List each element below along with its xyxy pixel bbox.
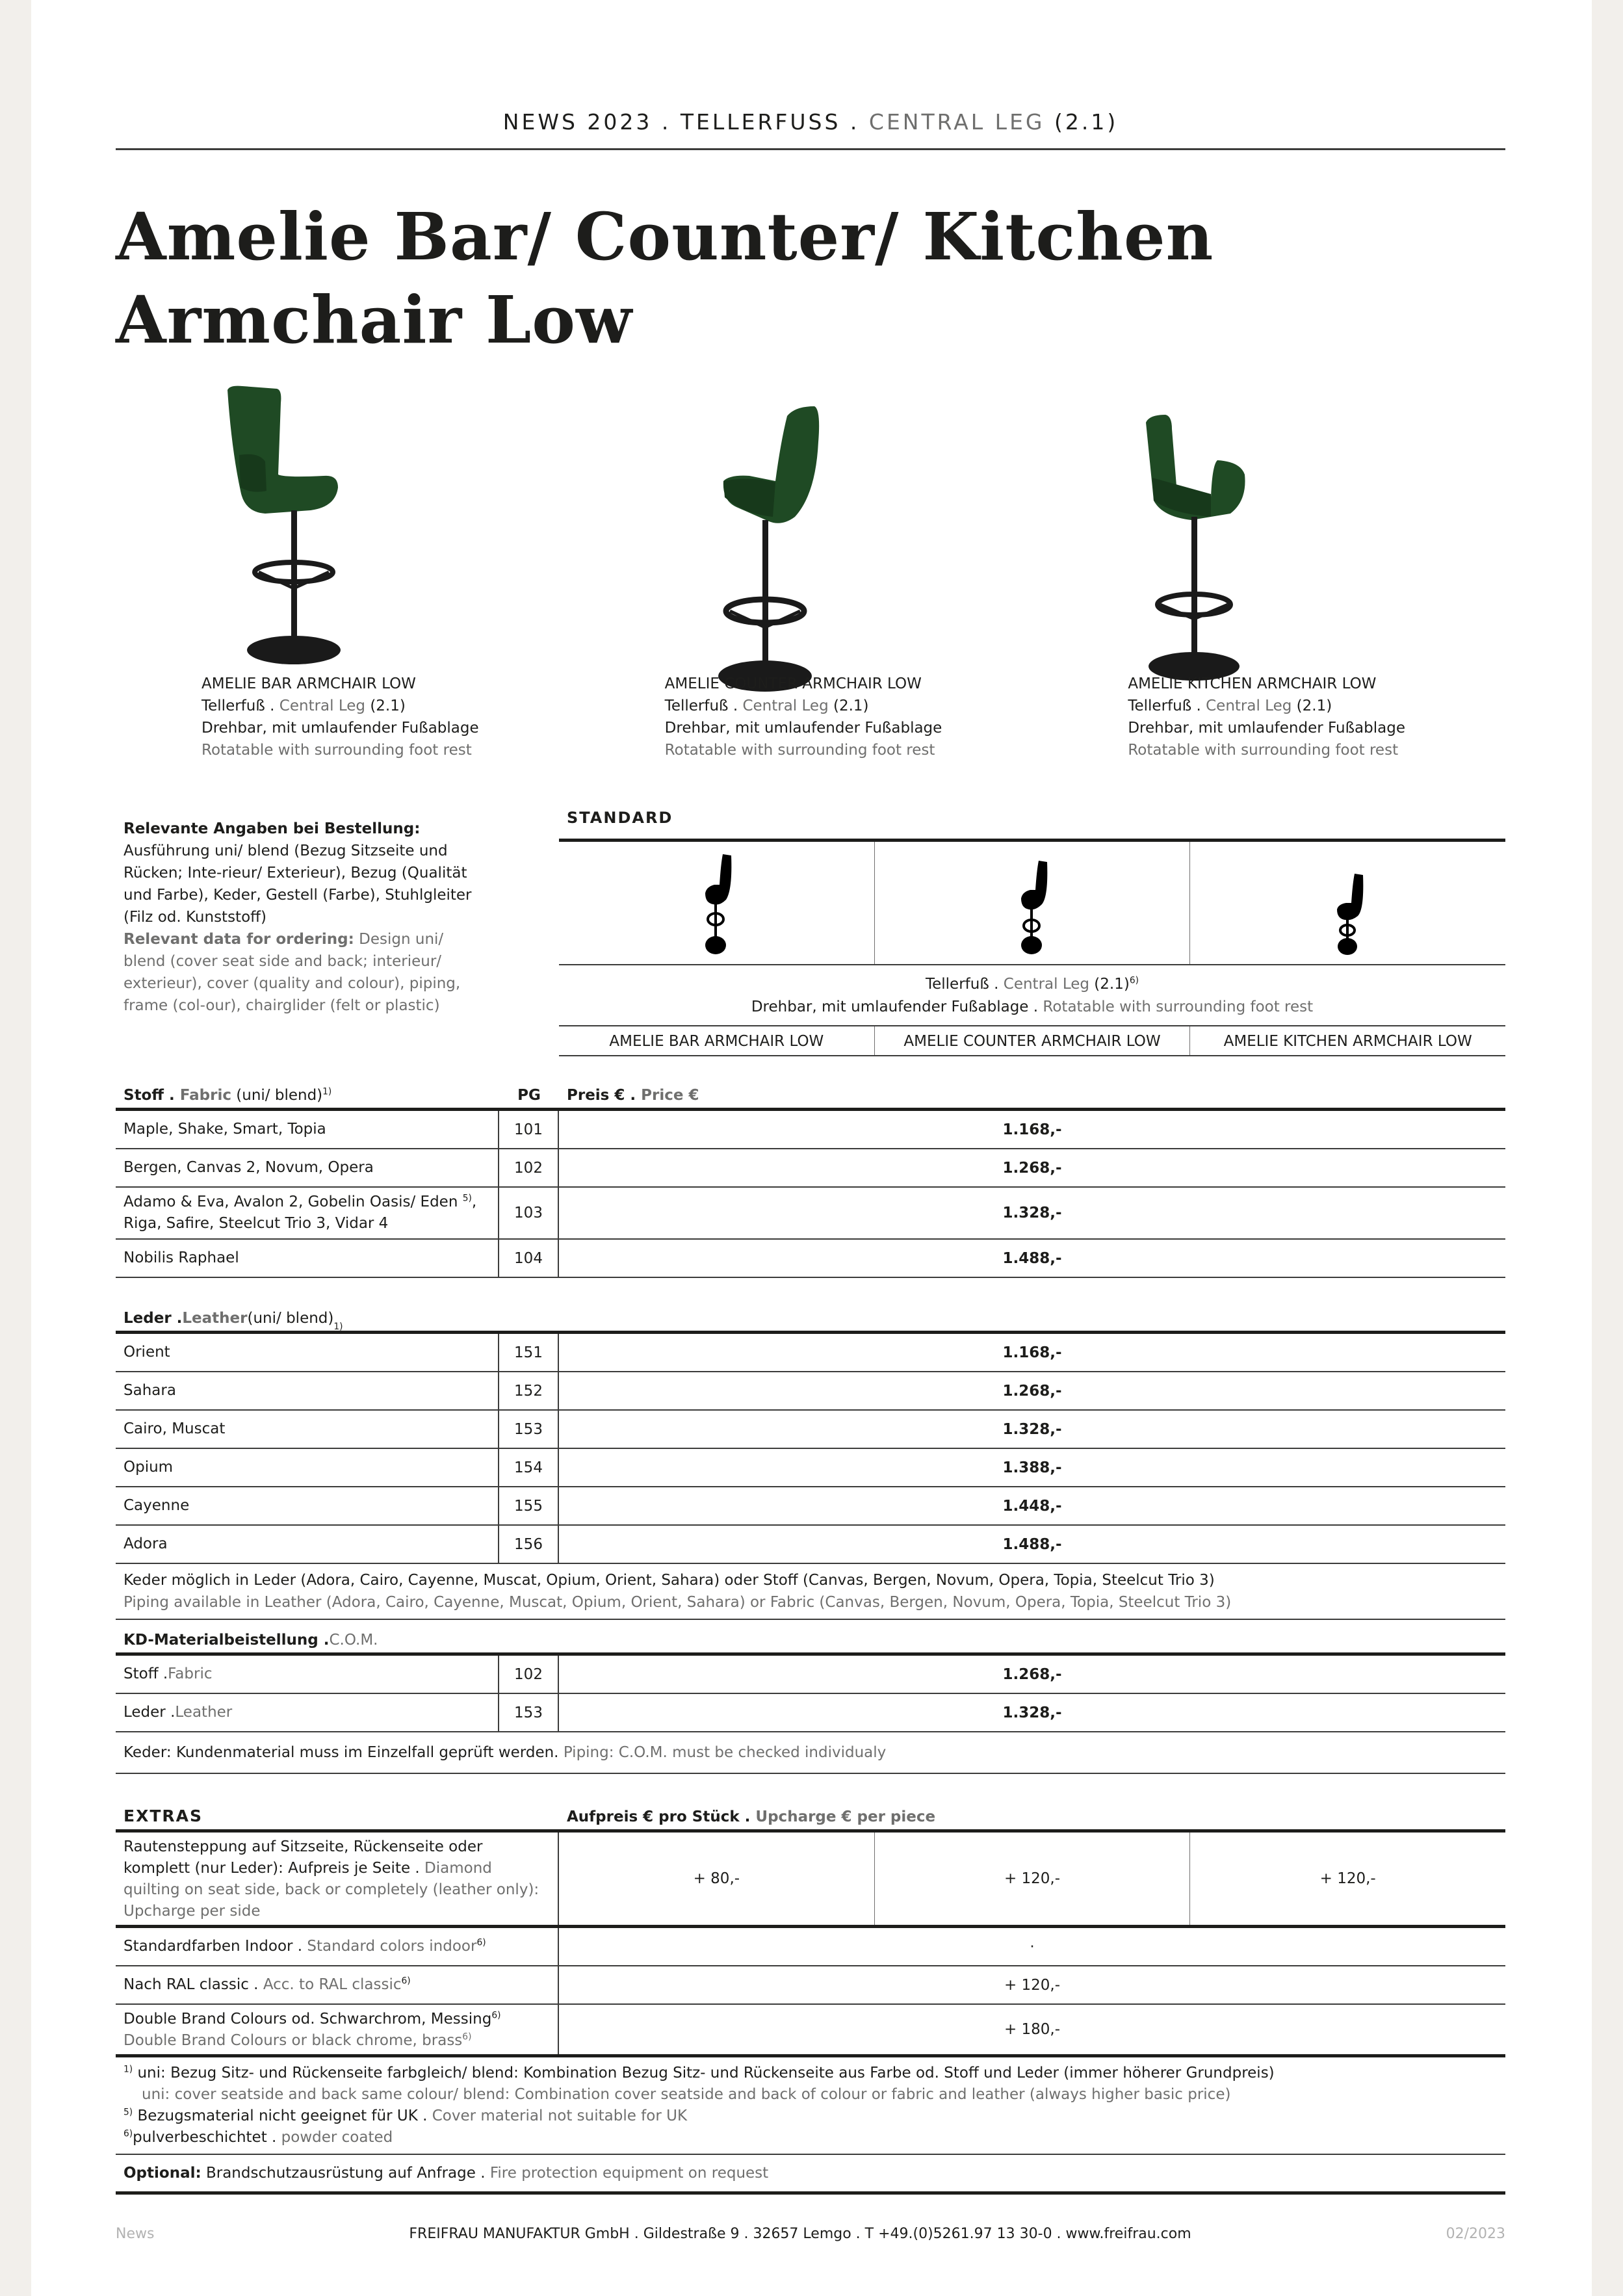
product-feature-de: Drehbar, mit umlaufender Fußablage — [1128, 720, 1405, 737]
page-title — [116, 195, 1505, 361]
extras-row: Standardfarben Indoor . Standard colors indoor$^{6)}$ · — [116, 1928, 1505, 1966]
ordering-info — [123, 818, 487, 1017]
table-row: Maple, Shake, Smart, Topia 101 1.168,- — [116, 1111, 1505, 1149]
counter-armchair-silhouette-icon — [1003, 851, 1061, 955]
leather-price-table — [116, 1303, 1505, 1620]
title-line-1: Amelie Bar/ Counter/ Kitchen — [116, 198, 1214, 275]
model-name: AMELIE COUNTER ARMCHAIR LOW — [875, 1026, 1191, 1055]
footer-section: News — [116, 2226, 155, 2242]
product-gallery — [116, 377, 1505, 767]
bar-armchair-silhouette-icon — [687, 851, 746, 955]
running-head — [116, 109, 1505, 135]
order-label-de: Relevante Angaben bei Bestellung: — [123, 820, 421, 837]
model-name: AMELIE BAR ARMCHAIR LOW — [559, 1026, 875, 1055]
order-text-de: Ausführung uni/ blend (Bezug Sitzseite und Rücken; Inte-rieur/ Exterieur), Bezug (Qualität und Farbe), Keder, Gestell (Farbe), Stuhlgleiter (Filz od. Kunststoff) — [123, 842, 472, 926]
product-feature-en: Rotatable with surrounding foot rest — [664, 742, 935, 759]
order-text-en: Design uni/ blend (cover seat side and back; interieur/ exterieur), cover (quality and colour), piping, frame (col-our), chairglider (felt or plastic) — [123, 931, 461, 1014]
footer-company: FREIFRAU MANUFAKTUR GmbH . Gildestraße 9 . 32657 Lemgo . T +49.(0)5261.97 13 30-0 . www.freifrau.com — [409, 2226, 1191, 2242]
product-feature-de: Drehbar, mit umlaufender Fußablage — [201, 720, 479, 737]
table-row: Adora 156 1.488,- — [116, 1526, 1505, 1564]
bar-armchair-image — [194, 377, 389, 670]
table-row: Bergen, Canvas 2, Novum, Opera 102 1.268,- — [116, 1149, 1505, 1188]
silhouette-cell — [1190, 842, 1505, 964]
footer-date: 02/2023 — [1446, 2226, 1505, 2242]
product-kitchen-armchair — [1042, 377, 1505, 767]
product-feature-en: Rotatable with surrounding foot rest — [201, 742, 472, 759]
table-row: Cayenne 155 1.448,- — [116, 1487, 1505, 1526]
kitchen-armchair-image — [1120, 410, 1315, 702]
fabric-price-table — [116, 1080, 1505, 1278]
page-footer — [116, 2226, 1505, 2242]
running-head-light: CENTRAL LEG — [868, 109, 1054, 135]
table-row: Sahara 152 1.268,- — [116, 1372, 1505, 1411]
leather-table-header: Leder . Leather (uni/ blend) 1) — [123, 1310, 343, 1332]
kitchen-armchair-silhouette-icon — [1319, 851, 1377, 955]
fabric-table-header: Stoff . Fabric (uni/ blend)$^{1)}$ PG Preis € . Price € — [123, 1086, 699, 1104]
product-leg: Tellerfuß . Central Leg (2.1) — [664, 698, 869, 714]
product-caption — [201, 673, 479, 761]
extras-row-quilting: Rautensteppung auf Sitzseite, Rückenseite oder komplett (nur Leder): Aufpreis je Seite . Diamond quilting on seat side, back or completely (leather only): Upcharge per side + 80,- + 120,- + 120,- — [116, 1833, 1505, 1928]
pg-header: PG — [517, 1087, 541, 1104]
running-head-code: (2.1) — [1054, 109, 1119, 135]
table-row: Adamo & Eva, Avalon 2, Gobelin Oasis/ Eden $^{5)}$, Riga, Safire, Steelcut Trio 3, Vidar 4 103 1.328,- — [116, 1188, 1505, 1240]
standard-title: STANDARD — [567, 809, 673, 827]
table-row: Opium 154 1.388,- — [116, 1449, 1505, 1487]
counter-armchair-image — [665, 403, 860, 696]
product-feature-de: Drehbar, mit umlaufender Fußablage — [664, 720, 942, 737]
product-name: AMELIE BAR ARMCHAIR LOW — [201, 675, 416, 692]
product-feature-en: Rotatable with surrounding foot rest — [1128, 742, 1399, 759]
standard-table — [559, 806, 1505, 1056]
optional-note: Optional: Brandschutzausrüstung auf Anfrage . Fire protection equipment on request — [116, 2155, 1505, 2195]
running-head-main: NEWS 2023 . TELLERFUSS . — [502, 109, 869, 135]
extras-header — [116, 1802, 1505, 1829]
price-header: Preis € . Price € — [567, 1087, 699, 1104]
product-caption — [665, 673, 942, 761]
page — [31, 0, 1592, 2296]
product-name: AMELIE COUNTER ARMCHAIR LOW — [664, 675, 922, 692]
product-bar-armchair — [116, 377, 579, 767]
product-leg: Tellerfuß . Central Leg (2.1) — [201, 698, 406, 714]
com-table-header: KD-Materialbeistellung . C.O.M. — [123, 1632, 378, 1649]
table-row: Stoff . Fabric 102 1.268,- — [116, 1656, 1505, 1694]
product-counter-armchair — [579, 377, 1043, 767]
title-line-2: Armchair Low — [116, 281, 633, 358]
footnotes: $^{1)}$ uni: Bezug Sitz- und Rückenseite farbgleich/ blend: Kombination Bezug Sitz- und Rückenseite aus Farbe od. Stoff und Leder (immer höherer Grundpreis) uni: cover seatside and back same colour/ blend: Combination cover seatside and back of colour or fabric and leather (always higher basic price) $^{5)}$ Bezugsmaterial nicht geeignet für UK . Cover material not suitable for UK $^{6)}$pulverbeschichtet . powder coated — [116, 2057, 1505, 2155]
product-name: AMELIE KITCHEN ARMCHAIR LOW — [1128, 675, 1377, 692]
table-row: Leder . Leather 153 1.328,- — [116, 1694, 1505, 1732]
extras-row: Nach RAL classic . Acc. to RAL classic$^{6)}$ + 120,- — [116, 1966, 1505, 2005]
upcharge-header: Aufpreis € pro Stück . Upcharge € per piece — [567, 1808, 936, 1825]
piping-note: Keder möglich in Leder (Adora, Cairo, Cayenne, Muscat, Opium, Orient, Sahara) oder Stoff (Canvas, Bergen, Novum, Opera, Topia, Steelcut Trio 3) Piping available in Leather (Adora, Cairo, Cayenne, Muscat, Opium, Orient, Sahara) or Fabric (Canvas, Bergen, Novum, Opera, Topia, Steelcut Trio 3) — [116, 1564, 1505, 1620]
standard-model-names — [559, 1026, 1505, 1056]
order-label-en: Relevant data for ordering: — [123, 931, 354, 948]
table-row: Orient 151 1.168,- — [116, 1334, 1505, 1372]
table-row: Nobilis Raphael 104 1.488,- — [116, 1240, 1505, 1278]
extras-table — [116, 1802, 1505, 2195]
com-price-table — [116, 1625, 1505, 1774]
table-row: Cairo, Muscat 153 1.328,- — [116, 1411, 1505, 1449]
product-leg: Tellerfuß . Central Leg (2.1) — [1128, 698, 1332, 714]
extras-title: EXTRAS — [123, 1807, 203, 1825]
header-rule — [116, 148, 1505, 150]
silhouette-cell — [559, 842, 875, 964]
product-caption — [1128, 673, 1405, 761]
com-note: Keder: Kundenmaterial muss im Einzelfall geprüft werden. Piping: C.O.M. must be checked individualy — [116, 1732, 1505, 1774]
standard-description: Tellerfuß . Central Leg $(2.1)^{6)}$ Drehbar, mit umlaufender Fußablage . Rotatable with surrounding foot rest — [559, 965, 1505, 1026]
silhouette-cell — [875, 842, 1191, 964]
extras-row-double-brand: Double Brand Colours od. Schwarchrom, Messing$^{6)}$ Double Brand Colours or black chrome, brass$^{6)}$ + 180,- — [116, 2005, 1505, 2057]
standard-silhouettes — [559, 842, 1505, 965]
model-name: AMELIE KITCHEN ARMCHAIR LOW — [1223, 1033, 1472, 1050]
